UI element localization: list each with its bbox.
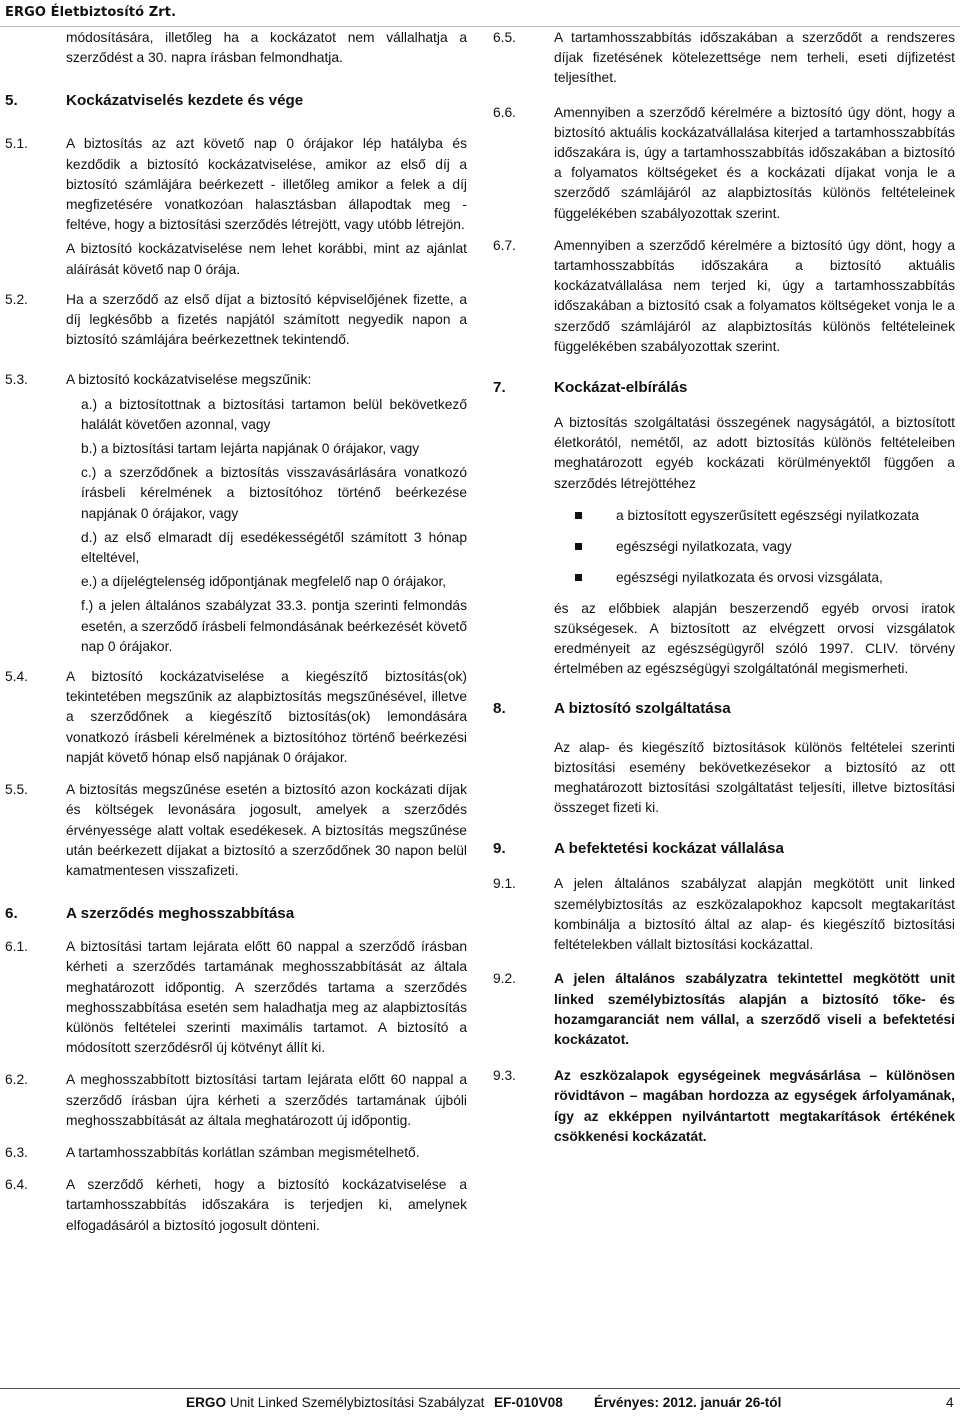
- list-item-text: egészségi nyilatkozata, vagy: [616, 538, 792, 554]
- paragraph-text: A biztosító kockázatviselése a kiegészítő biztosítás(ok) tekintetében megszűnik az alapbiztosítás megszűnésével, illetve a szerződőnek a kiegészítő biztosítás(ok) lemondására vonatkozó írásbeli kérelmének a biztosítóhoz történő beérkezési napját követő hónap első napjának 0 órájakor.: [66, 669, 467, 765]
- list-item: [575, 568, 955, 599]
- section-8-heading: [493, 698, 955, 720]
- section-7-paragraph: A biztosítás szolgáltatási összegének nagyságától, a biztosított életkorától, nemétől, az adott biztosítás különös feltételeiben meghatározott egyéb kockázati körülményektől függően a szerződés létrejöttéhez: [554, 415, 955, 491]
- bullet-icon: [575, 512, 582, 519]
- paragraph-text: A meghosszabbított biztosítási tartam lejárata előtt 60 nappal a szerződő írásban újra kérheti a szerződés tartamának újbóli meghosszabbítását az általa meghatározott új időpontig.: [66, 1072, 467, 1128]
- left-column: [5, 28, 467, 1248]
- paragraph-number: 5.2.: [5, 291, 29, 307]
- section-8-paragraph: Az alap- és kiegészítő biztosítások különös feltételei szerinti biztosítási esemény bekövetkezésekor a biztosító az ott meghatározott biztosítási szolgáltatást teljesíti, illetve biztosítási összeget fizeti ki.: [554, 739, 955, 816]
- paragraph-number: 6.6.: [493, 104, 517, 120]
- paragraph-5-5: [5, 780, 467, 881]
- paragraph-number: 9.3.: [493, 1068, 517, 1084]
- section-number: 9.: [493, 840, 506, 858]
- section-number: 5.: [5, 92, 18, 110]
- paragraph-text: A jelen általános szabályzatra tekintettel megkötött unit linked személybiztosítás alapján a biztosító tőke- és hozamgaranciát nem vállal, a szerződő viseli a befektetési kockázatot.: [554, 971, 955, 1047]
- page-header: [0, 0, 960, 27]
- intro-paragraph: módosítására, illetőleg ha a kockázatot nem vállalhatja a szerződést a 30. napra írásban felmondhatja.: [66, 30, 467, 66]
- footer-document-name: Unit Linked Személybiztosítási Szabályzat: [229, 1395, 485, 1410]
- section-number: 6.: [5, 905, 18, 923]
- paragraph-text: A biztosítási tartam lejárata előtt 60 nappal a szerződő írásban kérheti a szerződés tartamának meghosszabbítását az általa meghatározott időpontig. A szerződés tartama a szerződés meghosszabbítása esetén sem haladhatja meg az alapbiztosítás különös feltételei szerinti maximális tartamot. A biztosító a módosított szerződésről új kötvényt állít ki.: [66, 939, 467, 1056]
- list-item-text: a biztosított egyszerűsített egészségi nyilatkozata: [616, 507, 919, 523]
- paragraph-number: 9.1.: [493, 876, 517, 892]
- company-name: ERGO Életbiztosító Zrt.: [5, 5, 177, 20]
- footer-validity: Érvényes: 2012. január 26-tól: [594, 1395, 782, 1410]
- paragraph-number: 6.2.: [5, 1072, 29, 1088]
- list-item: f.) a jelen általános szabályzat 33.3. pontja szerinti felmondás esetén, a szerződő írásbeli felmondásának beérkezését követő nap 0 órájakor.: [81, 598, 467, 654]
- requirement-list: [493, 506, 955, 599]
- paragraph-5-1-continuation: A biztosító kockázatviselése nem lehet korábbi, mint az ajánlat aláírását követő nap 0 órája.: [66, 241, 467, 277]
- list-item: d.) az első elmaradt díj esedékességétől számított 3 hónap elteltével,: [81, 529, 467, 566]
- paragraph-6-5: [493, 28, 955, 89]
- paragraph-number: 5.3.: [5, 372, 29, 388]
- paragraph-9-2: [493, 969, 955, 1050]
- paragraph-6-6: [493, 103, 955, 224]
- footer-document-code: EF-010V08: [494, 1395, 563, 1410]
- bullet-icon: [575, 543, 582, 550]
- section-title: A befektetési kockázat vállalása: [554, 840, 784, 858]
- paragraph-number: 9.2.: [493, 971, 517, 987]
- paragraph-text: A tartamhosszabbítás korlátlan számban megismételhető.: [66, 1144, 420, 1160]
- paragraph-number: 6.4.: [5, 1177, 29, 1193]
- paragraph-6-1: [5, 937, 467, 1058]
- list-item: e.) a díjelégtelenség időpontjának megfelelő nap 0 órájakor,: [81, 574, 447, 590]
- page-number: 4: [946, 1395, 954, 1410]
- paragraph-number: 6.5.: [493, 30, 517, 45]
- paragraph-number: 5.1.: [5, 136, 29, 152]
- page-footer: [0, 1388, 960, 1416]
- paragraph-6-3: [5, 1143, 467, 1163]
- section-title: A biztosító szolgáltatása: [554, 699, 731, 717]
- paragraph-text: A tartamhosszabbítás időszakában a szerződőt a rendszeres díjak fizetésének kötelezettsége nem terheli, eseti díjfizetést teljesíthet.: [554, 30, 955, 86]
- list-item: a.) a biztosítottnak a biztosítási tartamon belül bekövetkező halálát követően azonnal, vagy: [81, 396, 467, 432]
- paragraph-text: Amennyiben a szerződő kérelmére a biztosító úgy dönt, hogy a tartamhosszabbítás időszakára a biztosító aktuális kockázatvállalása nem terjed ki, úgy a tartamhosszabbítás időszakában a biztosító csak a folyamatos költségeket vonja le a szerződő számlájáról az alapbiztosítás különös feltételeinek függelékében szabályozottak szerint.: [554, 237, 955, 354]
- section-title: A szerződés meghosszabbítása: [66, 905, 295, 923]
- section-9-heading: [493, 838, 955, 860]
- paragraph-number: 5.5.: [5, 782, 29, 798]
- bullet-icon: [575, 574, 582, 581]
- section-title: Kockázatviselés kezdete és vége: [66, 92, 304, 110]
- section-title: Kockázat-elbírálás: [554, 379, 688, 397]
- paragraph-5-3: [5, 370, 467, 390]
- paragraph-5-4: [5, 667, 467, 768]
- paragraph-6-2: [5, 1070, 467, 1131]
- termination-list: [5, 395, 467, 657]
- paragraph-9-3: [493, 1066, 955, 1147]
- paragraph-text: A jelen általános szabályzat alapján megkötött unit linked személybiztosítás az eszközalapokhoz kapcsolt megtakarítást kombinálja a biztosító által az alap- és kiegészítő biztosítási feltételekben vállalt biztosítási kockázattal.: [554, 876, 955, 953]
- paragraph-number: 6.7.: [493, 237, 517, 253]
- section-number: 8.: [493, 699, 506, 717]
- right-column: [493, 28, 955, 1159]
- paragraph-5-2: [5, 290, 467, 351]
- list-item: b.) a biztosítási tartam lejárta napjának 0 órájakor, vagy: [81, 441, 420, 457]
- list-item: c.) a szerződőnek a biztosítás visszavásárlására vonatkozó írásbeli kérelmének a biztosítóhoz történő beérkezése napjának 0 órájakor, vagy: [81, 465, 467, 521]
- paragraph-number: 5.4.: [5, 669, 29, 685]
- section-6-heading: [5, 903, 467, 925]
- paragraph-6-7: [493, 236, 955, 357]
- list-item: [575, 537, 955, 568]
- paragraph-text: A szerződő kérheti, hogy a biztosító kockázatviselése a tartamhosszabbítás időszakára is terjedjen ki, amelynek elfogadásáról a biztosító jogosult dönteni.: [66, 1177, 467, 1233]
- paragraph-number: 6.1.: [5, 939, 29, 955]
- paragraph-5-1: [5, 134, 467, 235]
- paragraph-text: Az eszközalapok egységeinek megvásárlása – különösen rövidtávon – magában hordozza az egységek árfolyamának, így az ekképpen nyilvántartott megtakarítások értékének csökkenési kockázatát.: [554, 1068, 955, 1144]
- paragraph-9-1: [493, 874, 955, 955]
- list-item-text: egészségi nyilatkozata és orvosi vizsgálata,: [616, 569, 883, 585]
- paragraph-number: 6.3.: [5, 1144, 29, 1160]
- section-7-heading: [493, 377, 955, 399]
- section-5-heading: [5, 90, 467, 112]
- paragraph-text: A biztosítás megszűnése esetén a biztosító azon kockázati díjak és költségek levonására jogosult, amelyek a szerződés érvényessége alatt voltak esedékesek. A biztosítás megszűnése után beérkezett díjakat a biztosító a szerződőnek 30 napon belül kamatmentesen visszafizeti.: [66, 782, 467, 878]
- paragraph-text: Amennyiben a szerződő kérelmére a biztosító úgy dönt, hogy a biztosító aktuális kockázatvállalása kiterjed a tartamhosszabbítás időszakára is, úgy a tartamhosszabbítás időszakában a biztosító a folyamatos költségeket és a kockázati díjakat vonja le a szerződő számlájáról az alapbiztosítás különös feltételeinek függelékében szabályozottak szerint.: [554, 104, 955, 221]
- paragraph-text: A biztosító kockázatviselése megszűnik:: [66, 372, 312, 388]
- list-item: [575, 506, 955, 537]
- paragraph-text: A biztosítás az azt követő nap 0 órájakor lép hatályba és kezdődik a biztosító kockázatviselése, amikor az első díj a biztosító számlájára beérkezett - illetőleg amikor a felek a díj megfizetésére vonatkozóan halasztásban állapodtak meg - feltéve, hogy a biztosítási szerződés létrejött, vagy utóbb létrejön.: [66, 136, 467, 233]
- paragraph-6-4: [5, 1175, 467, 1236]
- section-number: 7.: [493, 379, 506, 397]
- paragraph-text: Ha a szerződő az első díjat a biztosító képviselőjének fizette, a díj legkésőbb a fizetés napjától számított negyedik napon a biztosító számlájára beérkezettnek tekintendő.: [66, 291, 467, 348]
- footer-brand: ERGO: [186, 1395, 227, 1410]
- footer-title: [186, 1395, 484, 1410]
- section-7-continuation: és az előbbiek alapján beszerzendő egyéb orvosi iratok szükségesek. A biztosított az elvégzett orvosi vizsgálatok eredményeit az egészségügyről szóló 1997. CLIV. törvény értelmében az egészségügyi szolgáltatónál megismerheti.: [554, 600, 955, 677]
